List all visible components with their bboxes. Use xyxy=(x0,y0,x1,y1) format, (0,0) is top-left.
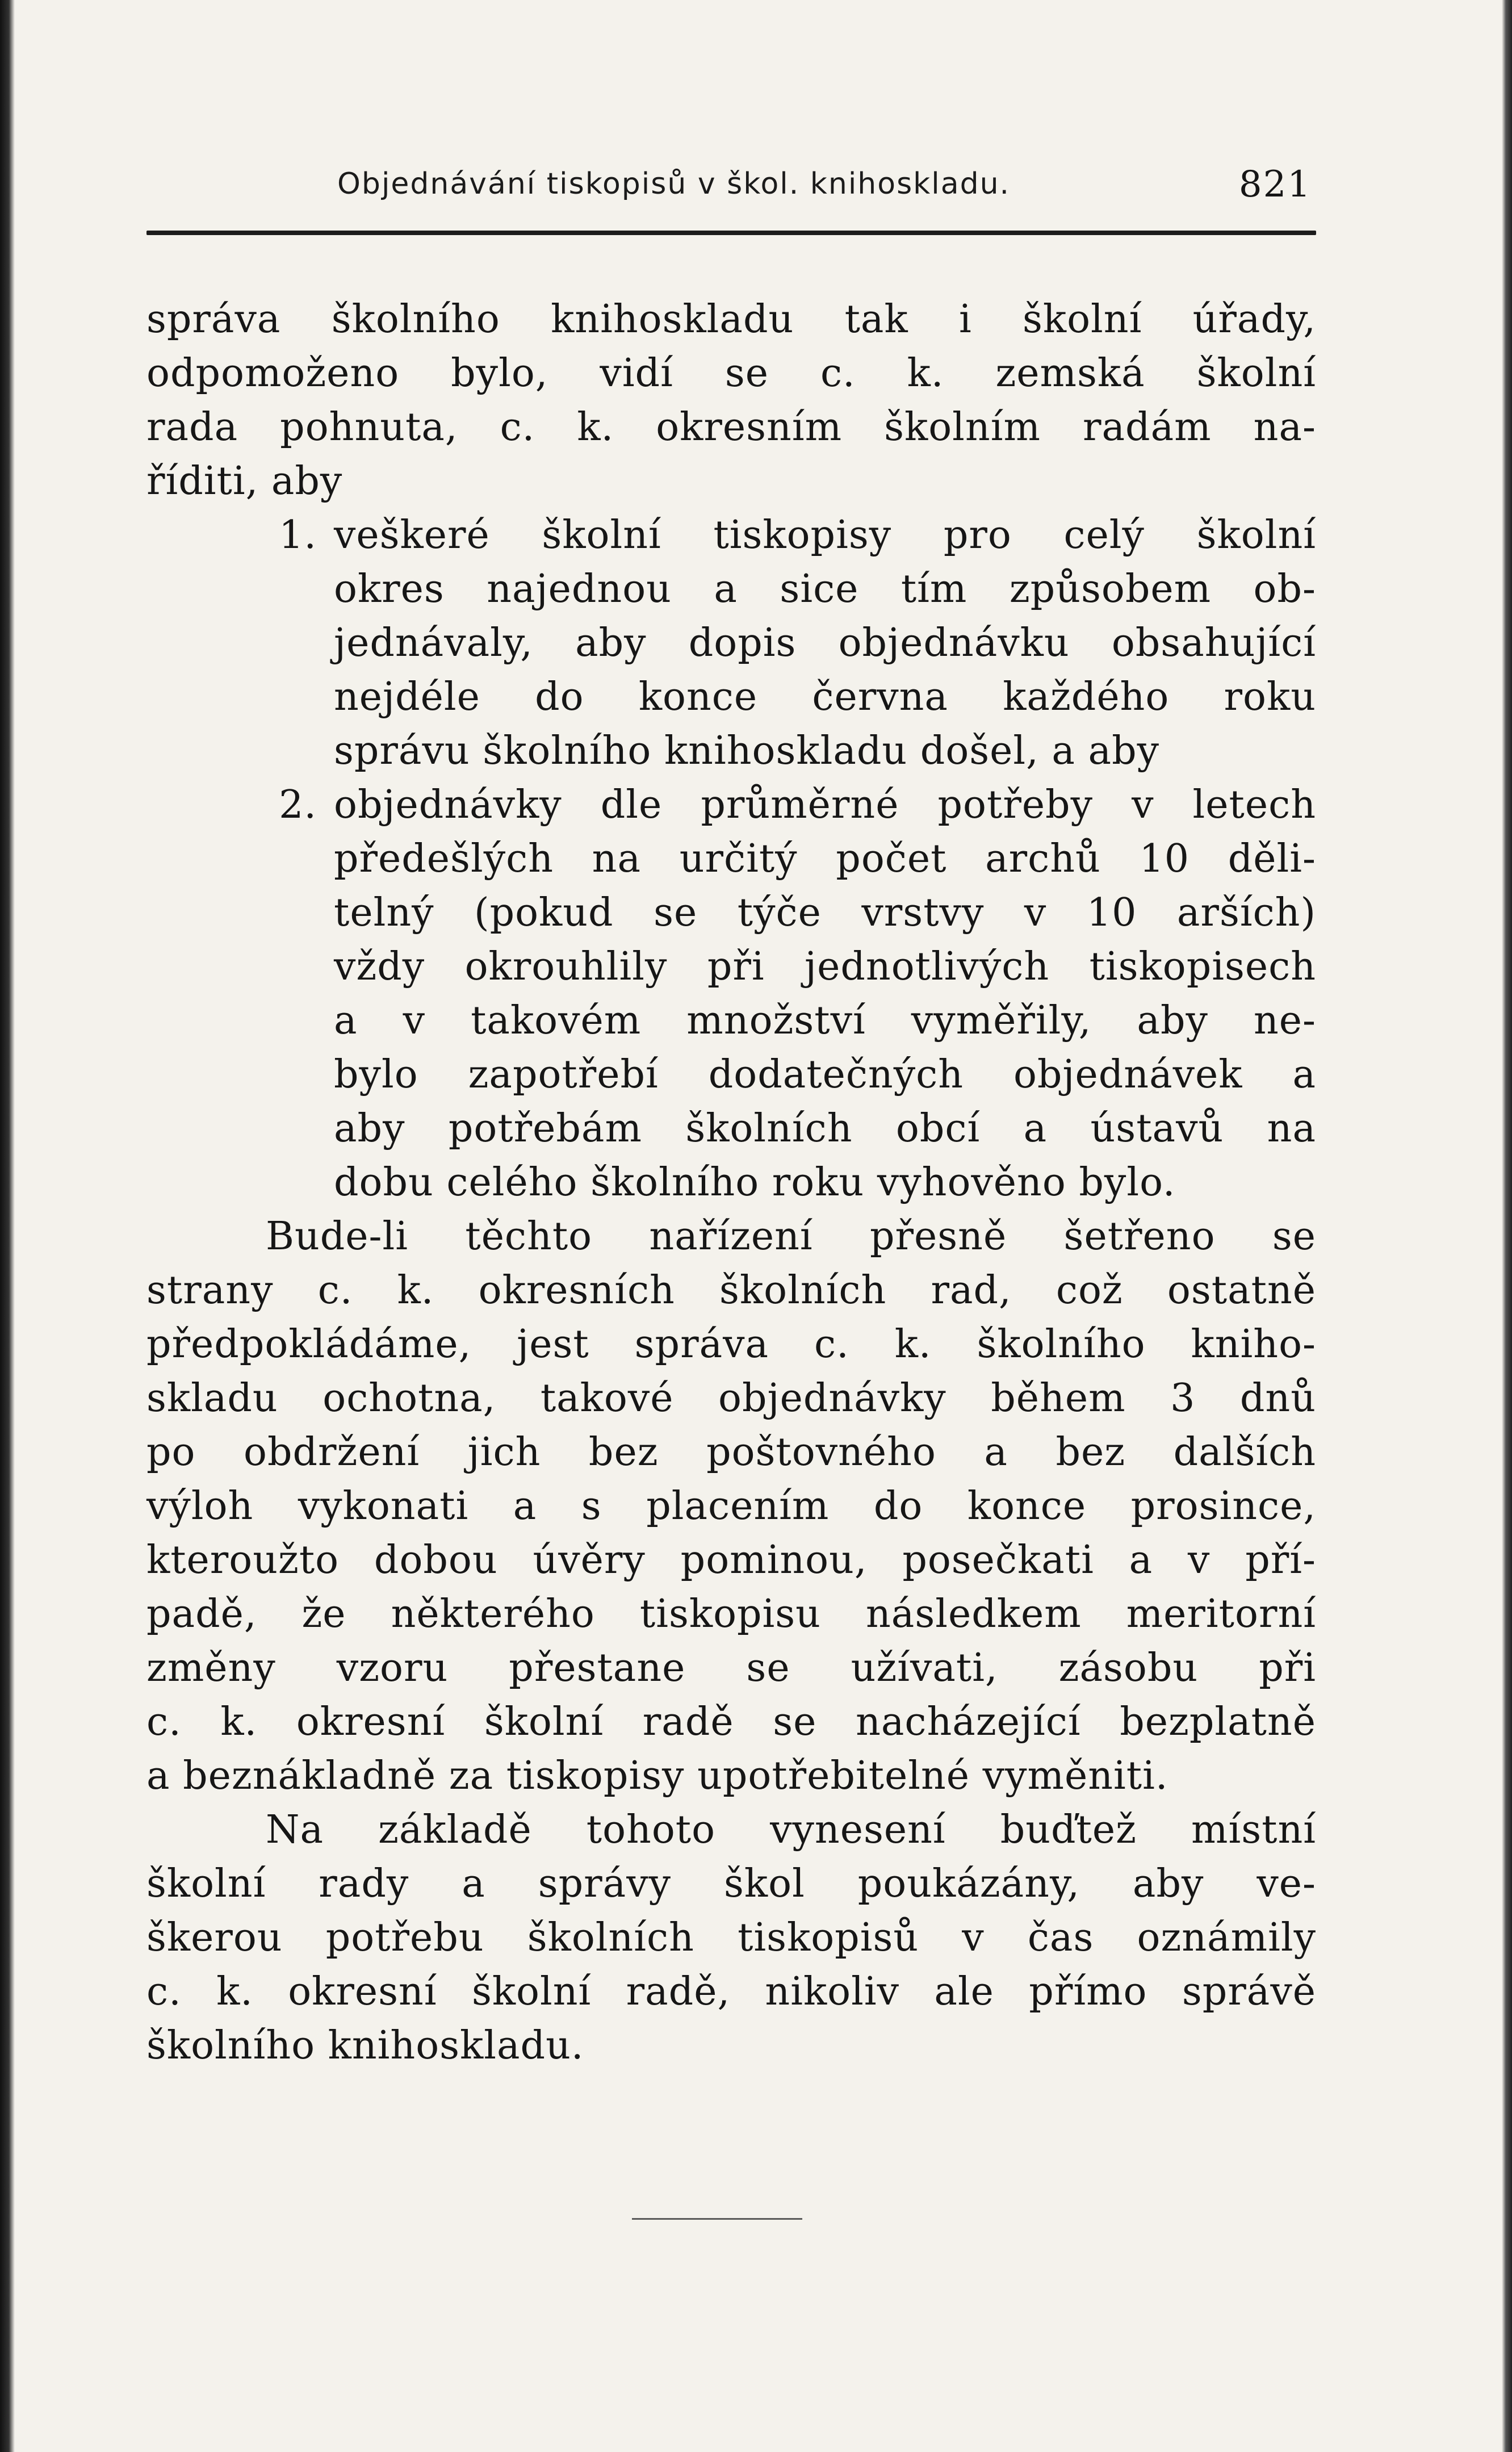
text-line: skladu ochotna, takové objednávky během 3 dnů xyxy=(146,1376,1316,1421)
text-line: změny vzoru přestane se užívati, zásobu při xyxy=(146,1646,1316,1691)
text-line: strany c. k. okresních školních rad, což ostatně xyxy=(146,1268,1316,1313)
text-line: výloh vykonati a s placením do konce prosince, xyxy=(146,1484,1316,1529)
text-line: c. k. okresní školní radě se nacházející bezplatně xyxy=(146,1700,1316,1744)
text-line: aby potřebám školních obcí a ústavů na xyxy=(334,1106,1316,1151)
text-line: kteroužto dobou úvěry pominou, posečkati a v pří- xyxy=(146,1538,1316,1583)
text-line: správa školního knihoskladu tak i školní úřady, xyxy=(146,297,1316,342)
text-line: nejdéle do konce června každého roku xyxy=(334,675,1316,719)
text-line: po obdržení jich bez poštovného a bez dalších xyxy=(146,1430,1316,1475)
page-number: 821 xyxy=(1238,164,1312,206)
text-line: jednávaly, aby dopis objednávku obsahující xyxy=(334,621,1316,666)
text-line: okres najednou a sice tím způsobem ob- xyxy=(334,567,1316,612)
text-line: padě, že některého tiskopisu následkem meritorní xyxy=(146,1592,1316,1637)
text-line: školní rady a správy škol poukázány, aby ve- xyxy=(146,1861,1316,1906)
text-line: bylo zapotřebí dodatečných objednávek a xyxy=(334,1052,1316,1097)
list-number: 2. xyxy=(279,783,317,827)
text-line: říditi, aby xyxy=(146,459,343,504)
text-line: objednávky dle průměrné potřeby v letech xyxy=(334,783,1316,827)
paragraph-3 xyxy=(146,1803,1316,2073)
text-line: školního knihoskladu. xyxy=(146,2023,584,2068)
paragraph-1 xyxy=(146,292,1316,508)
text-line: a beznákladně za tiskopisy upotřebitelné vyměniti. xyxy=(146,1754,1168,1798)
list-item-2 xyxy=(146,778,1316,1210)
text-line: veškeré školní tiskopisy pro celý školní xyxy=(334,513,1316,558)
footer-rule xyxy=(632,2218,802,2220)
text-line: dobu celého školního roku vyhověno bylo. xyxy=(334,1160,1176,1205)
text-line: škerou potřebu školních tiskopisů v čas oznámily xyxy=(146,1915,1316,1960)
text-line: c. k. okresní školní radě, nikoliv ale přímo správě xyxy=(146,1969,1316,2014)
paragraph-2 xyxy=(146,1210,1316,1803)
scan-edge-left xyxy=(0,0,15,2452)
text-line: a v takovém množství vyměřily, aby ne- xyxy=(334,998,1316,1043)
text-line: předešlých na určitý počet archů 10 děli- xyxy=(334,836,1316,881)
body-text xyxy=(146,292,1316,2073)
header-rule xyxy=(146,231,1316,235)
text-line: Bude-li těchto nařízení přesně šetřeno se xyxy=(266,1214,1316,1259)
text-line: správu školního knihoskladu došel, a aby xyxy=(334,729,1160,773)
list-number: 1. xyxy=(279,513,317,558)
text-line: Na základě tohoto vynesení buďtež místní xyxy=(266,1807,1316,1852)
text-line: předpokládáme, jest správa c. k. školního kniho- xyxy=(146,1322,1316,1367)
page-header xyxy=(146,162,1316,214)
text-line: rada pohnuta, c. k. okresním školním radám na- xyxy=(146,405,1316,450)
scan-edge-right xyxy=(1502,0,1512,2452)
list-item-1 xyxy=(146,508,1316,778)
text-line: odpomoženo bylo, vidí se c. k. zemská školní xyxy=(146,351,1316,396)
text-line: telný (pokud se týče vrstvy v 10 arších) xyxy=(334,890,1316,935)
book-page xyxy=(146,0,1316,2452)
text-line: vždy okrouhlily při jednotlivých tiskopisech xyxy=(334,944,1316,989)
running-title: Objednávání tiskopisů v škol. knihoskladu. xyxy=(337,167,1011,201)
